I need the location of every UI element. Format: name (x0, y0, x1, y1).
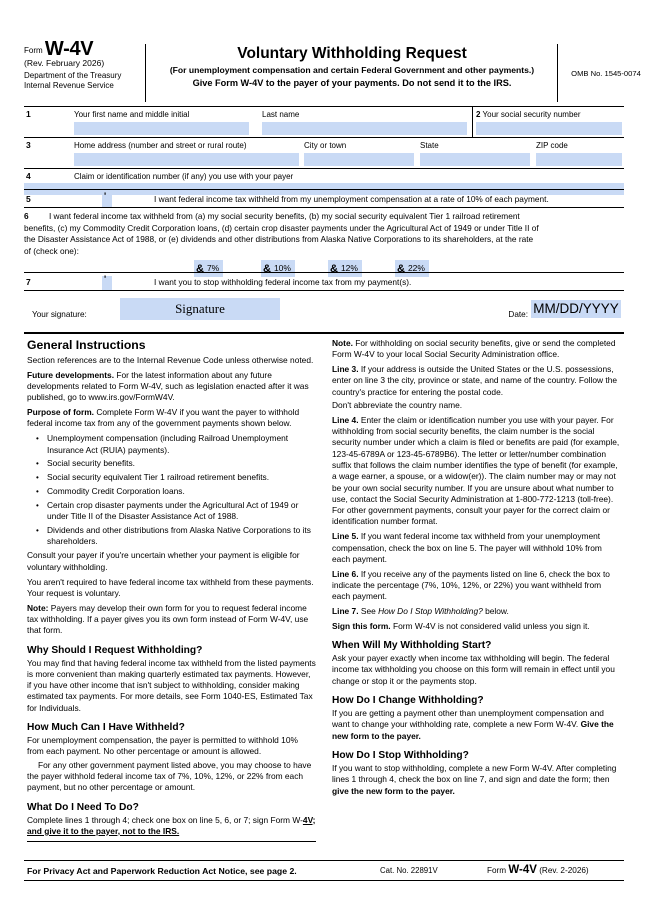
change-text-plain: If you are getting a payment other than unemployment compensation and want to change your withholding rate, complete a new Form W-4V. (332, 708, 604, 730)
claim-number-label: Claim or identification number (if any) you use with your payer (74, 172, 294, 181)
sign-this-form-text: Form W-4V is not considered valid unless you sign it. (390, 620, 590, 631)
line-4-instruction-heading: Line 4. (332, 414, 359, 425)
state-input[interactable] (420, 153, 530, 166)
rate-label-22: 22% (407, 263, 425, 274)
instructions-right-column (332, 338, 621, 800)
line-2-number: 2 (476, 110, 481, 119)
address-row (24, 137, 624, 168)
checkbox-glyph-icon: & (397, 263, 405, 276)
page-title: Voluntary Withholding Request (237, 45, 467, 62)
form-header (24, 38, 641, 102)
line-5-checkbox[interactable] (102, 193, 112, 207)
line-3-instruction-heading: Line 3. (332, 364, 359, 375)
when-will-withholding-start-heading: When Will My Withholding Start? (332, 640, 492, 652)
why-request-withholding-heading: Why Should I Request Withholding? (27, 644, 203, 656)
line-1-number: 1 (26, 109, 31, 119)
stop-text-emphasis: give the new form to the payer. (332, 785, 455, 796)
line-6-text-part-4: of (check one): (24, 245, 79, 256)
purpose-of-form-text: Complete Form W-4V if you want the payer to withhold federal income tax from any of the government payments shown below. (27, 407, 300, 429)
sign-this-form-paragraph (332, 621, 621, 632)
list-item: • Social security equivalent Tier 1 railroad retirement benefits. (47, 472, 316, 483)
list-item: • Unemployment compensation (including Railroad Unemployment Insurance Act (RUIA) payments). (47, 433, 316, 456)
city-cell (304, 138, 414, 168)
not-required-paragraph: You aren't required to have federal income tax withheld from these payments. Your request is voluntary. (27, 576, 314, 598)
form-title-block (150, 44, 554, 90)
city-label: City or town (304, 141, 347, 150)
form-identification-block (24, 38, 142, 90)
how-do-i-change-withholding-heading: How Do I Change Withholding? (332, 695, 484, 707)
ssn-label (476, 107, 622, 120)
signature-area (24, 296, 624, 328)
what-do-text-plain: Complete lines 1 through 4; check one box on line 5, 6, or 7; sign Form W- (27, 814, 303, 825)
payer-own-form-note (27, 603, 316, 637)
how-much-withheld-paragraph-2: For any other government payment listed above, you may choose to have the payer withhold federal income tax of 7%, 10%, 12%, or 22% from each payment, but no other percentage or amount. (27, 759, 312, 793)
future-developments-paragraph (27, 370, 316, 404)
ssa-note-heading: Note. (332, 338, 353, 348)
list-item: • Commodity Credit Corporation loans. (47, 486, 316, 497)
city-input[interactable] (304, 153, 414, 166)
privacy-act-notice: For Privacy Act and Paperwork Reduction Act Notice, see page 2. (27, 866, 297, 876)
line-4-instruction-text: Enter the claim or identification number you use with your payer. For withholding from social security benefits, the claim number is the social security number under which a claim is filed or benefits are paid (for example, 123-45-6789A or 123-45-6789B6). The letter or letter/number combination suffix that follows the claim number identifies the type of benefit (for example, a wage earner, a spouse, or a widow(er)). The claim number may or may not be your own social security number. If you are unsure about what number to use, contact the Social Security Administration at 1-800-772-1213 (toll-free). For other government payments, consult your payer for the correct claim or identification number format. (332, 414, 620, 527)
sign-this-form-heading: Sign this form. (332, 620, 391, 631)
note-text: Payers may develop their own form for you to request federal income tax withholding. If a payer gives you its own form instead of Form W-4V, use that form. (27, 602, 309, 636)
first-name-cell (74, 107, 249, 137)
ssn-label-text: Your social security number (482, 110, 581, 119)
form-revision-date: (Rev. February 2026) (24, 58, 105, 68)
rate-label-7: 7% (206, 263, 220, 274)
line-3-instruction (332, 364, 621, 398)
list-item: • Social security benefits. (47, 458, 316, 469)
last-name-label: Last name (262, 110, 300, 119)
what-do-i-need-to-do-text (27, 815, 316, 838)
first-name-input[interactable] (74, 122, 249, 135)
header-divider-left (145, 44, 146, 102)
checkbox-glyph-icon: & (263, 263, 271, 276)
signature-divider (24, 290, 624, 291)
line-6-text-part-3: the Disaster Assistance Act of 1988, or (e) dividends and other distributions from Alaska Native Corporations to its shareholders, at the rate (24, 234, 534, 245)
line-6-number: 6 (24, 211, 29, 221)
taxpayer-fields-grid (24, 106, 624, 197)
date-label: Date: (508, 310, 528, 319)
line-7-instruction-reference: How Do I Stop Withholding? (378, 606, 483, 617)
form-number: W-4V (44, 38, 94, 60)
line-5-number: 5 (26, 194, 31, 204)
form-subtitle-1: (For unemployment compensation and certain Federal Government and other payments.) (169, 65, 535, 75)
line-6-text-part-2: benefits, (c) my Commodity Credit Corporation loans, (d) certain crop disaster payments under the Agricultural Act of 1949 or under Title II of (24, 222, 539, 233)
signature-label: Your signature: (32, 310, 87, 319)
line-3-instruction-text: If your address is outside the United States or the U.S. possessions, enter on line 3 the city, province or state, and name of the country. Follow the country's practice for entering the postal code. (332, 364, 618, 397)
consult-payer-paragraph: Consult your payer if you're uncertain whether your payment is eligible for voluntary withholding. (27, 550, 300, 572)
line-6-instruction-text: If you receive any of the payments listed on line 6, check the box to indicate the percentage (7%, 10%, 12%, or 22%) you want withheld from each payment. (332, 568, 610, 602)
line-5-instruction-heading: Line 5. (332, 531, 359, 542)
footer-form-identifier (487, 864, 589, 876)
list-item: • Dividends and other distributions from Alaska Native Corporations to its shareholders. (47, 525, 316, 548)
what-do-bottom-rule (27, 841, 316, 842)
line-6-instruction (332, 569, 621, 603)
line-6-text-block (24, 208, 624, 257)
future-developments-heading: Future developments. (27, 369, 115, 380)
date-value: MM/DD/YYYY (533, 301, 619, 316)
line-7-text: I want you to stop withholding federal income tax from my payment(s). (154, 277, 412, 287)
ssa-note-paragraph (332, 338, 621, 361)
why-request-withholding-text: You may find that having federal income tax withheld from the listed payments is more convenient than making quarterly estimated tax payments. However, if you have other income that isn't subject to withholding, consider making estimated tax payments. For more details, see Form 1040-ES, Estimated Tax for Individuals. (27, 657, 316, 713)
what-do-i-need-to-do-heading: What Do I Need To Do? (27, 801, 139, 813)
line-7-instruction (332, 606, 621, 617)
rate-label-12: 12% (340, 263, 358, 274)
ssn-input[interactable] (476, 122, 622, 135)
signature-input[interactable] (120, 298, 280, 320)
form-word-label: Form (24, 46, 43, 55)
home-address-cell (74, 138, 299, 168)
line-6-instruction-heading: Line 6. (332, 568, 359, 579)
footer-revision: (Rev. 2-2026) (539, 866, 589, 875)
line-6-row (24, 207, 624, 278)
department-line-2: Internal Revenue Service (24, 80, 114, 90)
form-subtitle-2: Give Form W-4V to the payer of your payments. Do not send it to the IRS. (192, 78, 512, 88)
ssa-note-text: For withholding on social security benefits, give or send the completed Form W-4V to your local Social Security Administration office. (332, 338, 616, 360)
list-item: • Certain crop disaster payments under the Agricultural Act of 1949 or under Title II of the Disaster Assistance Act of 1988. (47, 500, 316, 523)
future-developments-text: For the latest information about any future developments related to Form W-4V, such as legislation enacted after it was published, go to www.irs.gov/FormW4V. (27, 369, 309, 403)
line-7-checkbox[interactable] (102, 276, 112, 290)
ssn-column-divider (472, 107, 473, 137)
how-do-i-stop-withholding-heading: How Do I Stop Withholding? (332, 749, 469, 761)
line-4-instruction (332, 415, 621, 528)
purpose-of-form-heading: Purpose of form. (27, 407, 95, 418)
line-7-row (24, 272, 624, 291)
checkbox-glyph-icon: & (196, 263, 204, 276)
date-input[interactable] (531, 300, 621, 318)
footer-top-rule (24, 860, 624, 861)
state-label: State (420, 141, 439, 150)
how-do-i-change-withholding-text (332, 708, 621, 742)
footer-bottom-rule (24, 880, 624, 881)
catalog-number: Cat. No. 22891V (380, 866, 438, 875)
line-5-row (24, 189, 624, 208)
eligible-payments-list (27, 433, 316, 547)
last-name-input[interactable] (262, 122, 467, 135)
footer-form-number: W-4V (508, 864, 537, 876)
home-address-input[interactable] (74, 153, 299, 166)
issuing-department (24, 71, 142, 90)
instructions-left-column (27, 338, 316, 842)
checkbox-glyph-icon: & (330, 263, 338, 276)
line-5-instruction (332, 531, 621, 565)
zip-input[interactable] (536, 153, 622, 166)
footer-form-word: Form (487, 866, 507, 875)
change-text-emphasis: Give the new form to the payer. (332, 719, 614, 741)
department-line-1: Department of the Treasury (24, 71, 122, 80)
zip-label: ZIP code (536, 141, 568, 150)
ssn-cell (476, 107, 622, 137)
stop-text-plain: If you want to stop withholding, complete a new Form W-4V. After completing lines 1 through 4, check the box on line 7, and sign and date the form; then (332, 762, 617, 785)
state-cell (420, 138, 530, 168)
when-will-withholding-start-text: Ask your payer exactly when income tax withholding will begin. The federal income tax withholding you choose on this form will remain in effect until you change or stop it or the payments stop. (332, 653, 615, 686)
line-7-instruction-post: below. (482, 606, 509, 617)
line-5-instruction-text: If you want federal income tax withheld from your unemployment compensation, check the box on line 5. The payer will withhold 10% from each payment. (332, 531, 602, 564)
line-7-instruction-heading: Line 7. (332, 606, 359, 617)
how-much-withheld-paragraph-1: For unemployment compensation, the payer is permitted to withhold 10% from each payment. No other percentage or amount is allowed. (27, 735, 298, 757)
line-7-instruction-pre: See (358, 606, 379, 617)
home-address-label: Home address (number and street or rural route) (74, 141, 247, 150)
line-7-number: 7 (26, 277, 31, 287)
instructions-columns (24, 338, 624, 858)
how-much-withheld-heading: How Much Can I Have Withheld? (27, 722, 185, 734)
rate-label-10: 10% (273, 263, 291, 274)
line-3-number: 3 (26, 140, 31, 150)
omb-number: OMB No. 1545-0074 (571, 69, 641, 78)
form-number-line (24, 38, 142, 60)
zip-cell (536, 138, 622, 168)
last-name-cell (262, 107, 467, 137)
country-name-note: Don't abbreviate the country name. (332, 399, 463, 410)
signature-value: Signature (175, 301, 225, 316)
line-5-text: I want federal income tax withheld from my unemployment compensation at a rate of 10% of each payment. (154, 194, 549, 204)
section-references-paragraph: Section references are to the Internal Revenue Code unless otherwise noted. (27, 355, 314, 365)
line-6-text-part-1: I want federal income tax withheld from (a) my social security benefits, (b) my social security equivalent Tier 1 railroad retirement (48, 211, 520, 221)
instructions-top-rule (24, 332, 624, 334)
name-row (24, 106, 624, 137)
note-heading: Note: (27, 602, 49, 613)
header-divider-right (557, 44, 558, 102)
first-name-label: Your first name and middle initial (74, 110, 190, 119)
purpose-of-form-paragraph (27, 407, 316, 430)
what-do-text-emphasis: 4V; and give it to the payer, not to the IRS. (27, 814, 316, 836)
general-instructions-heading: General Instructions (27, 338, 146, 352)
how-do-i-stop-withholding-text (332, 763, 621, 797)
line-4-number: 4 (26, 171, 31, 181)
